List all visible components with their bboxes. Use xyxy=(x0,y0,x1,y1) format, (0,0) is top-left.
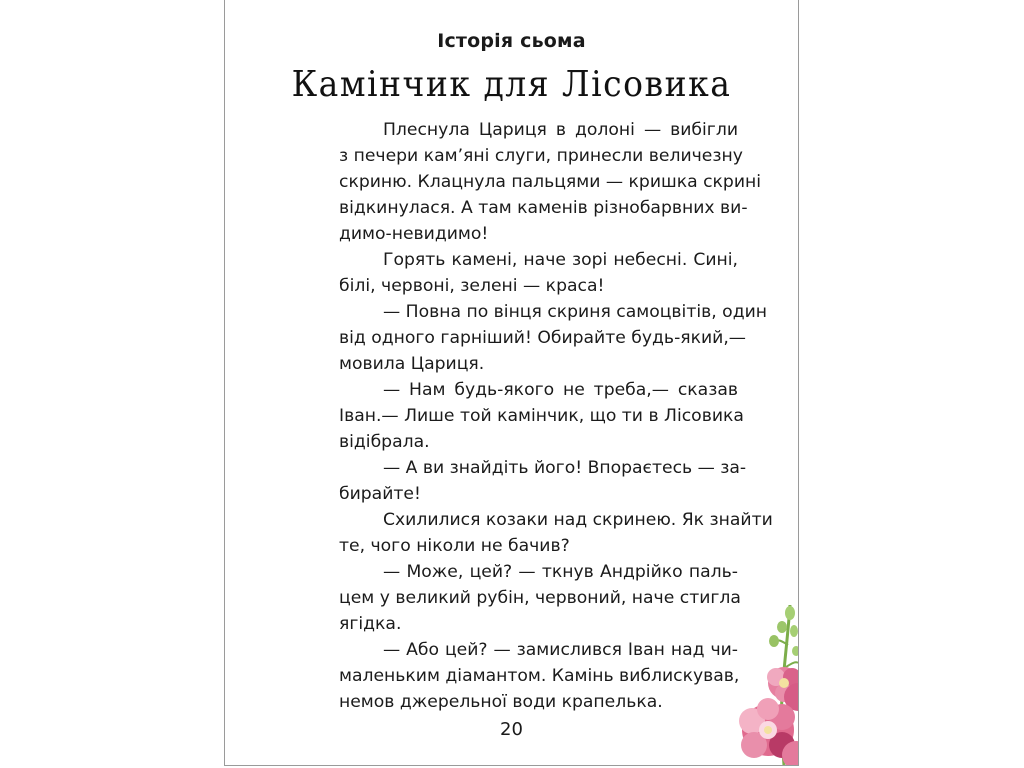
text-line: димо-невидимо! xyxy=(339,224,489,244)
text-line: Горять камені, наче зорі небесні. Сині, xyxy=(383,250,738,270)
text-line: — Повна по вінця скриня самоцвітів, один xyxy=(383,302,767,322)
text-line: немов джерельної води крапелька. xyxy=(339,692,663,712)
hollyhock-flowers-icon xyxy=(738,605,798,765)
text-line: ягідка. xyxy=(339,614,402,634)
text-line: з печери кам’яні слуги, принесли величезну xyxy=(339,146,743,166)
text-line: від одного гарніший! Обирайте будь-який,— xyxy=(339,328,746,348)
text-line: Іван.— Лише той камінчик, що ти в Лісовика xyxy=(339,406,744,426)
chapter-kicker: Історія сьома xyxy=(437,30,586,52)
story-title: Камінчик для Лісовика xyxy=(291,62,732,105)
text-line: мовила Цариця. xyxy=(339,354,485,374)
text-line: бирайте! xyxy=(339,484,421,504)
paragraph xyxy=(295,377,744,455)
text-line: Схилилися козаки над скринею. Як знайти xyxy=(383,510,773,530)
text-line: цем у великий рубін, червоний, наче стигла xyxy=(339,588,741,608)
paragraph xyxy=(295,299,767,377)
story-text xyxy=(295,117,773,715)
text-line: скриню. Клацнула пальцями — кришка скрині xyxy=(339,172,762,192)
paragraph xyxy=(295,247,738,299)
text-line: — Або цей? — замислився Іван над чи- xyxy=(383,640,738,660)
paragraph xyxy=(295,117,762,247)
text-line: відібрала. xyxy=(339,432,430,452)
text-line: — А ви знайдіть його! Впораєтесь — за- xyxy=(383,458,747,478)
text-line: відкинулася. А там каменів різнобарвних ви- xyxy=(339,198,748,218)
paragraph xyxy=(295,559,741,637)
text-line: — Нам будь-якого не треба,— сказав xyxy=(383,380,738,400)
text-line: — Може, цей? — ткнув Андрійко паль- xyxy=(383,562,738,582)
text-line: маленьким діамантом. Камінь виблискував, xyxy=(339,666,740,686)
text-line: білі, червоні, зелені — краса! xyxy=(339,276,605,296)
paragraph xyxy=(295,507,773,559)
text-line: Плеснула Цариця в долоні — вибігли xyxy=(383,120,738,140)
page-number: 20 xyxy=(500,719,523,740)
text-line: те, чого ніколи не бачив? xyxy=(339,536,570,556)
paragraph xyxy=(295,637,738,715)
book-page xyxy=(224,0,799,766)
paragraph xyxy=(295,455,747,507)
